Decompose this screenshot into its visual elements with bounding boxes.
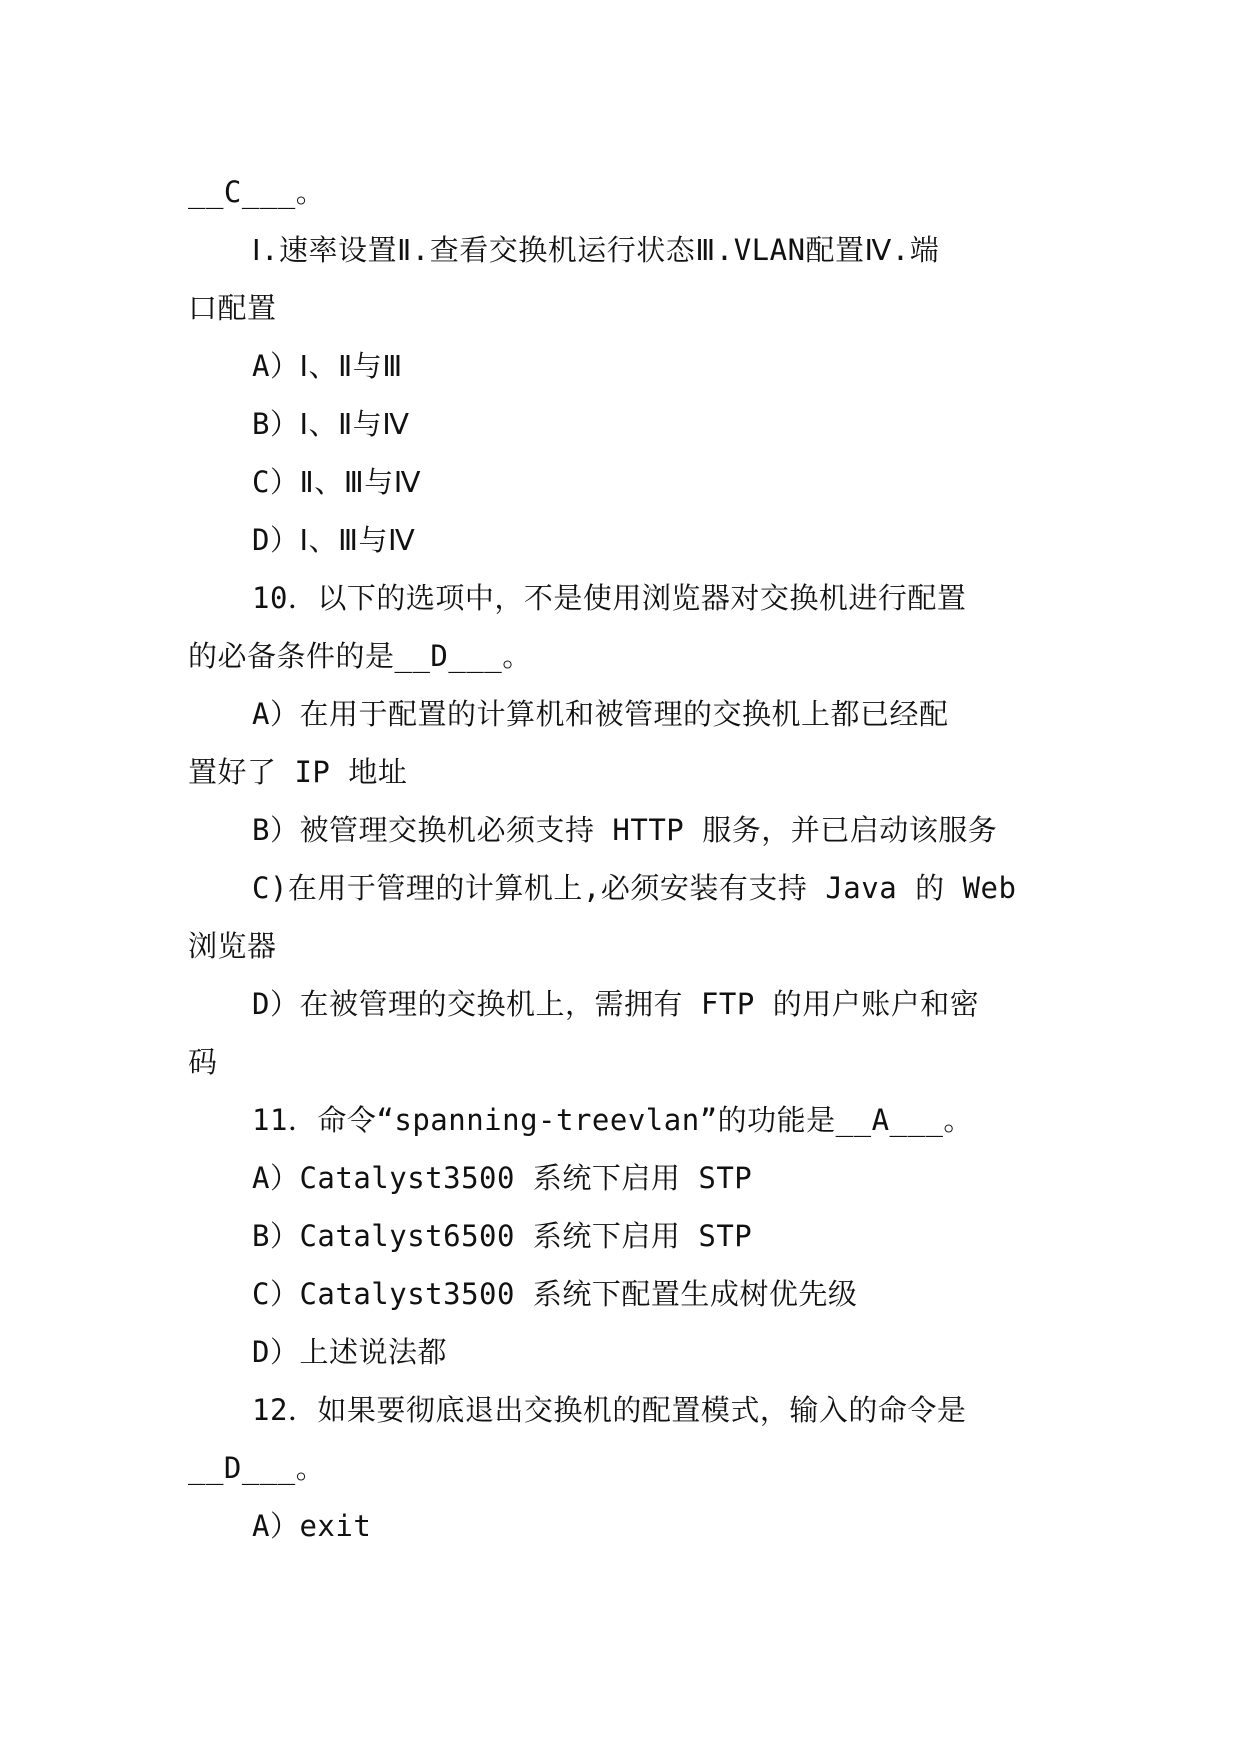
- document-body: [188, 163, 1050, 1555]
- option-a-q10-continued: 置好了 IP 地址: [188, 755, 408, 789]
- option-d-q11: D）上述说法都: [252, 1335, 447, 1369]
- option-b-q11: B）Catalyst6500 系统下启用 STP: [252, 1219, 753, 1253]
- text-line-2: Ⅰ.速率设置Ⅱ.查看交换机运行状态Ⅲ.VLAN配置Ⅳ.端: [252, 233, 940, 267]
- question-10: 10．以下的选项中，不是使用浏览器对交换机进行配置: [252, 581, 967, 615]
- text-line-1: __C___。: [188, 175, 326, 209]
- question-11: 11．命令“spanning-treevlan”的功能是__A___。: [252, 1103, 973, 1137]
- question-12-continued: __D___。: [188, 1451, 326, 1485]
- option-c-q9: C）Ⅱ、Ⅲ与Ⅳ: [252, 465, 421, 499]
- option-c-q11: C）Catalyst3500 系统下配置生成树优先级: [252, 1277, 858, 1311]
- option-a-q12: A）exit: [252, 1509, 372, 1543]
- text-line-3: 口配置: [188, 291, 277, 325]
- option-d-q9: D）Ⅰ、Ⅲ与Ⅳ: [252, 523, 416, 557]
- question-12: 12．如果要彻底退出交换机的配置模式，输入的命令是: [252, 1393, 967, 1427]
- option-a-q10: A）在用于配置的计算机和被管理的交换机上都已经配: [252, 697, 949, 731]
- option-b-q10: B）被管理交换机必须支持 HTTP 服务，并已启动该服务: [252, 813, 998, 847]
- option-d-q10-continued: 码: [188, 1045, 218, 1079]
- option-d-q10: D）在被管理的交换机上，需拥有 FTP 的用户账户和密: [252, 987, 980, 1021]
- question-10-continued: 的必备条件的是__D___。: [188, 639, 532, 673]
- option-b-q9: B）Ⅰ、Ⅱ与Ⅳ: [252, 407, 410, 441]
- option-a-q11: A）Catalyst3500 系统下启用 STP: [252, 1161, 753, 1195]
- option-c-q10-continued: 浏览器: [188, 929, 277, 963]
- option-c-q10: C)在用于管理的计算机上,必须安装有支持 Java 的 Web: [252, 871, 1017, 905]
- option-a-q9: A）Ⅰ、Ⅱ与Ⅲ: [252, 349, 403, 383]
